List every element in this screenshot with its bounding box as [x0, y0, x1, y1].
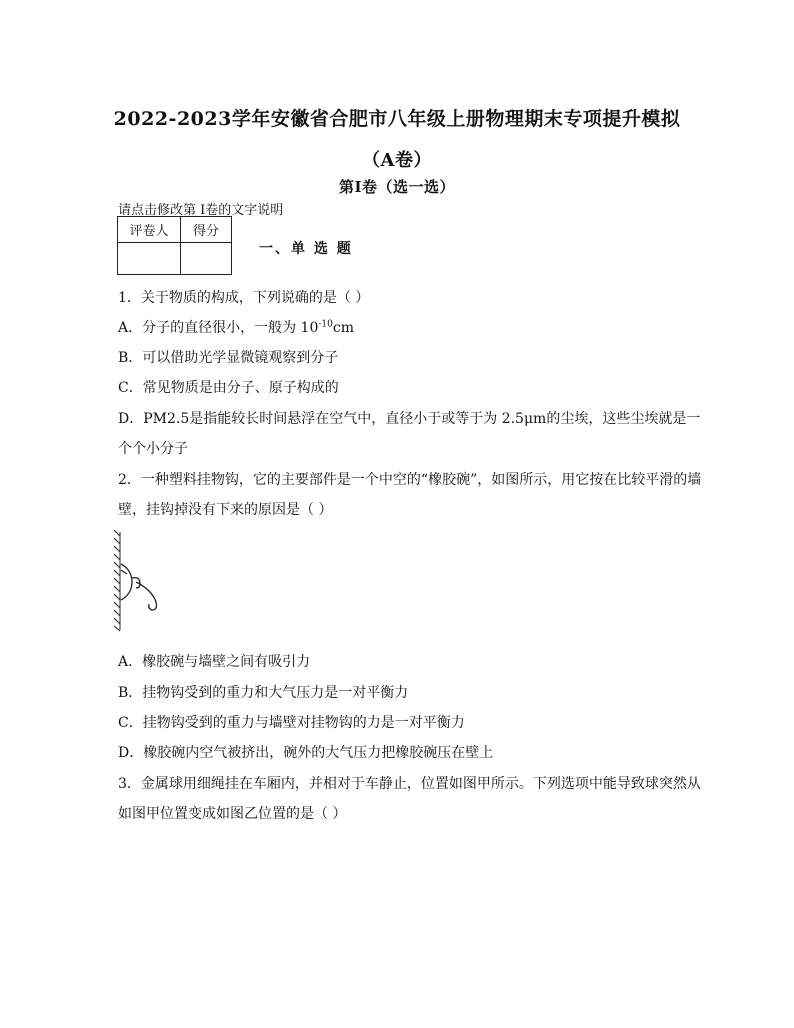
score-table-grader-cell [118, 243, 181, 275]
q1-option-d-line2: 个个小分子 [118, 441, 188, 457]
exam-subtitle: （A卷） [362, 150, 432, 171]
score-table [117, 216, 232, 275]
q3-stem-line1: 3．金属球用细绳挂在车厢内，并相对于车静止，位置如图甲所示。下列选项中能导致球突然从 [118, 776, 701, 792]
q1-option-d-line1: D．PM2.5是指能较长时间悬浮在空气中，直径小于或等于为 2.5μm的尘埃，这些尘埃就是一 [118, 411, 701, 427]
q1-stem: 1．关于物质的构成，下列说确的是（ ） [118, 290, 370, 306]
part-heading: 第I卷（选一选） [338, 178, 456, 196]
q2-option-d: D．橡胶碗内空气被挤出，碗外的大气压力把橡胶碗压在壁上 [118, 745, 494, 761]
wall-hatching [114, 530, 120, 631]
suction-cup-hook [121, 564, 157, 610]
q1-option-a-text: A．分子的直径很小，一般为 10 [118, 320, 319, 336]
wall-hook-figure [112, 530, 172, 634]
q1-option-a-unit: cm [332, 320, 354, 336]
q1-option-a-exponent: -10 [318, 319, 333, 330]
instruction-text: 请点击修改第 I卷的文字说明 [118, 203, 284, 218]
q3-stem-line2: 如图甲位置变成如图乙位置的是（ ） [118, 806, 347, 822]
q1-option-b: B．可以借助光学显微镜观察到分子 [118, 350, 339, 366]
exam-title: 2022-2023学年安徽省合肥市八年级上册物理期末专项提升模拟 [113, 108, 681, 130]
q2-option-b: B．挂物钩受到的重力和大气压力是一对平衡力 [118, 685, 409, 701]
q2-option-a: A．橡胶碗与墙壁之间有吸引力 [118, 654, 311, 670]
q2-stem-line2: 壁，挂钩掉没有下来的原因是（ ） [118, 502, 333, 518]
score-table-score-header: 得分 [181, 217, 232, 243]
score-table-grader-header: 评卷人 [118, 217, 181, 243]
q1-option-a [118, 317, 354, 337]
q1-option-c: C．常见物质是由分子、原子构成的 [118, 380, 339, 396]
section-title: 一、单 选 题 [259, 241, 353, 257]
score-table-score-cell [181, 243, 232, 275]
q2-stem-line1: 2．一种塑料挂物钩，它的主要部件是一个中空的“橡胶碗”，如图所示，用它按在比较平滑的墙 [118, 472, 702, 488]
q2-option-c: C．挂物钩受到的重力与墙壁对挂物钩的力是一对平衡力 [118, 715, 465, 731]
